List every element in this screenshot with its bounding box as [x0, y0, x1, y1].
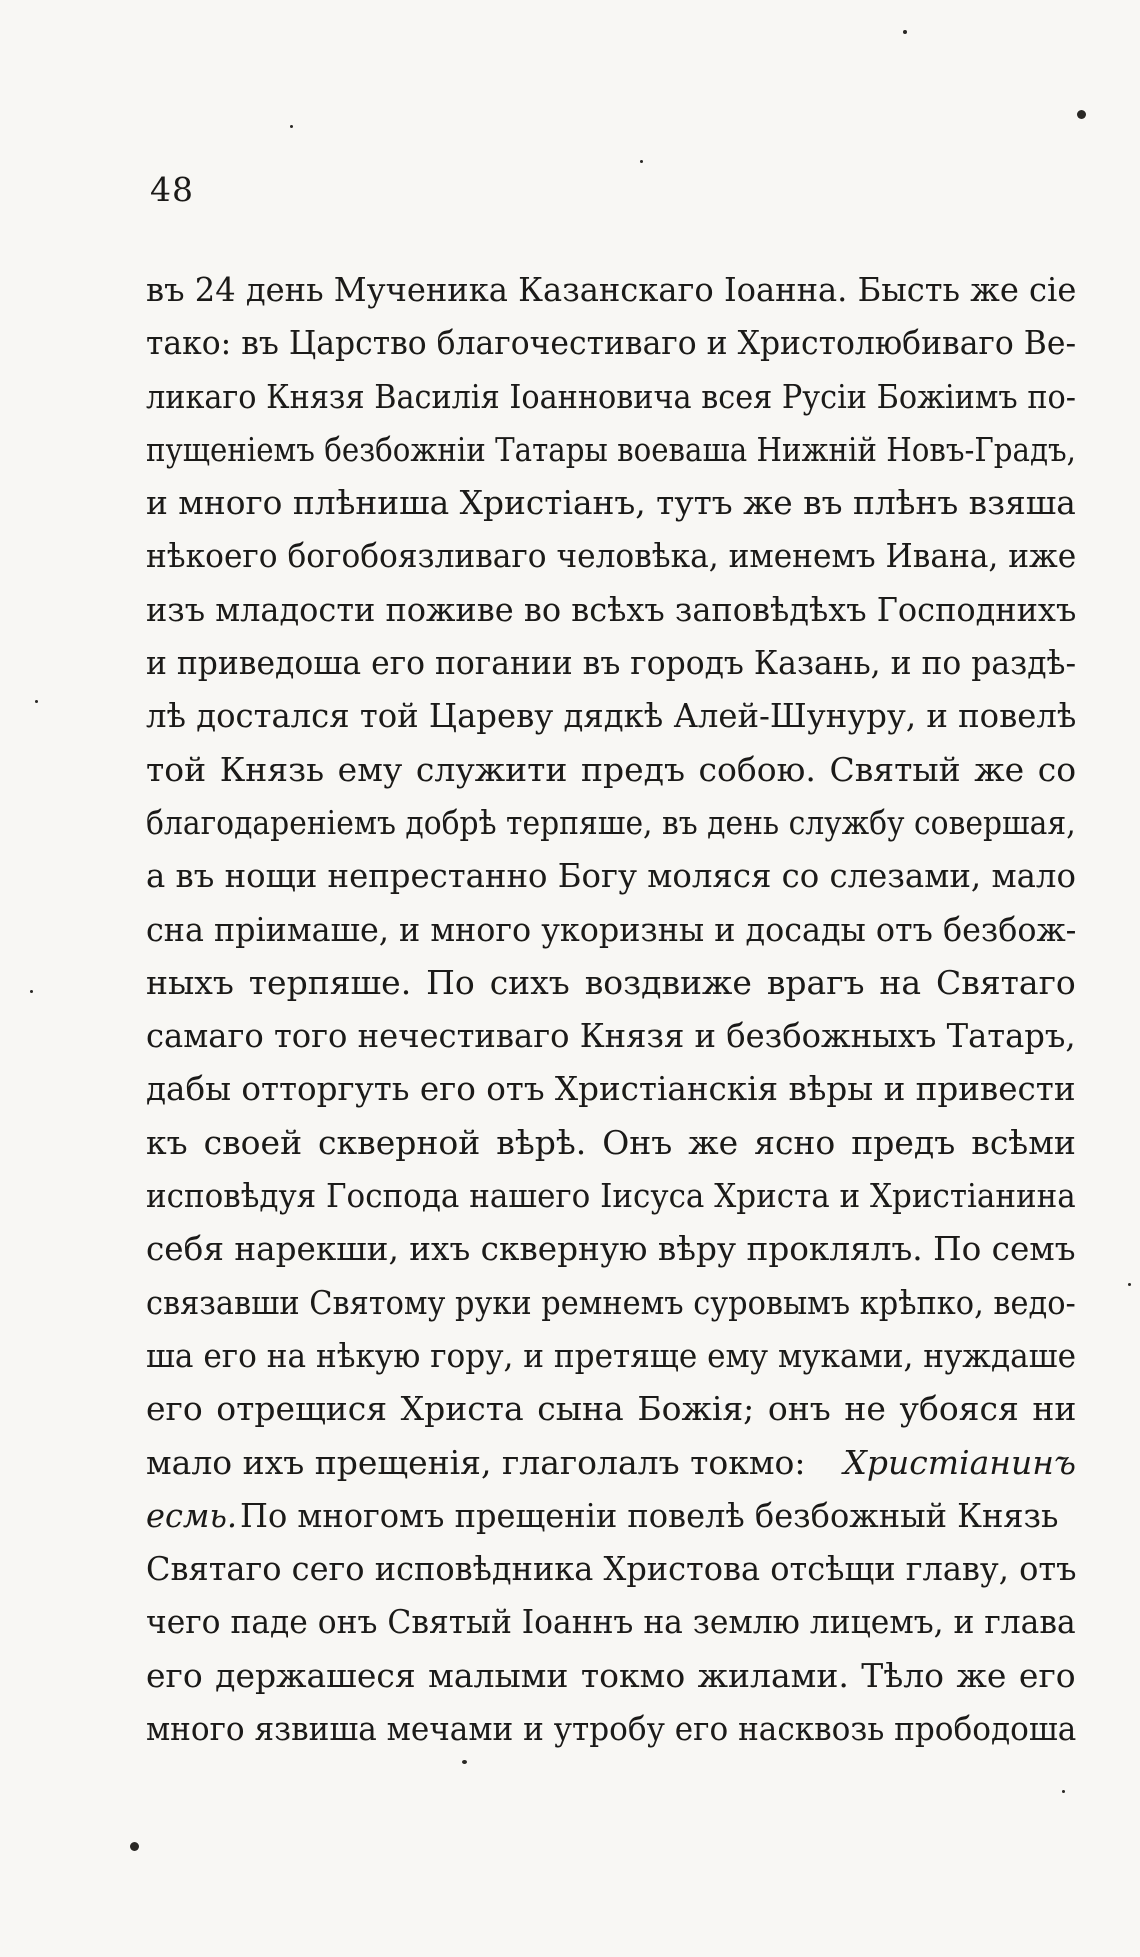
text-line: лѣ достался той Цареву дядкѣ Алей-Шунуру, и повелѣ: [146, 696, 1077, 736]
text-line: связавши Святому руки ремнемъ суровымъ крѣпко, ведо-: [146, 1282, 1076, 1322]
text-line: благодареніемъ добрѣ терпяше, въ день службу совершая,: [146, 802, 1076, 842]
page-number: 48: [150, 170, 194, 209]
text-line: ша его на нѣкую гору, и претяще ему муками, нуждаше: [146, 1335, 1077, 1375]
text-line: и приведоша его погании въ городъ Казань, и по раздѣ-: [146, 643, 1077, 683]
text-line: Святаго сего исповѣдника Христова отсѣщи главу, отъ: [146, 1549, 1077, 1589]
text-line: его отрещися Христа сына Божія; онъ не убояся ни: [146, 1389, 1077, 1429]
text-line: исповѣдуя Господа нашего Іисуса Христа и Христіанина: [146, 1176, 1076, 1216]
scan-speck: [30, 990, 33, 993]
text-line: а въ нощи непрестанно Богу моляся со слезами, мало: [146, 856, 1076, 896]
text-line: самаго того нечестиваго Князя и безбожныхъ Татаръ,: [146, 1016, 1076, 1056]
text-line: сна пріимаше, и много укоризны и досады отъ безбож-: [146, 909, 1077, 949]
text-line: изъ младости поживе во всѣхъ заповѣдѣхъ Господнихъ: [146, 589, 1077, 629]
scan-speck: [35, 700, 38, 703]
scan-speck: [290, 125, 293, 128]
text-line: той Князь ему служити предъ собою. Святый же со: [146, 749, 1077, 789]
scan-speck: [1128, 1283, 1131, 1286]
italic-quote: есмь.: [146, 1495, 238, 1535]
text-line: ликаго Князя Василія Іоанновича всея Русіи Божіимъ по-: [146, 376, 1077, 416]
scan-speck: [130, 1842, 139, 1851]
scan-speck: [640, 160, 643, 163]
text-line: въ 24 день Мученика Казанскаго Іоанна. Бысть же сіе: [146, 270, 1077, 309]
text-line: дабы отторгуть его отъ Христіанскія вѣры и привести: [146, 1069, 1076, 1109]
text-line: чего паде онъ Святый Іоаннъ на землю лицемъ, и глава: [146, 1602, 1076, 1642]
text-line: есмь. По многомъ прещеніи повелѣ безбожный Князь: [146, 1489, 1076, 1542]
text-line: къ своей скверной вѣрѣ. Онъ же ясно предъ всѣми: [146, 1122, 1076, 1162]
text-line: нѣкоего богобоязливаго человѣка, именемъ Ивана, иже: [146, 536, 1077, 576]
italic-quote: Христіанинъ: [843, 1442, 1076, 1482]
text-line: пущеніемъ безбожніи Татары воеваша Нижній Новъ-Градъ,: [146, 429, 1076, 469]
scan-speck: [903, 30, 907, 34]
text-line: и много плѣниша Христіанъ, тутъ же въ плѣнъ взяша: [146, 483, 1076, 523]
scan-speck: [1062, 1790, 1065, 1793]
scan-speck: [1077, 110, 1086, 119]
text-line: мало ихъ прещенія, глаголалъ токмо: Христіанинъ: [146, 1436, 1076, 1489]
text-line: много язвиша мечами и утробу его насквозь прободоша: [146, 1709, 1077, 1749]
text-line: тако: въ Царство благочестиваго и Христолюбиваго Ве-: [146, 323, 1077, 363]
body-text: [146, 263, 1076, 1755]
text-line: его держашеся малыми токмо жилами. Тѣло же его: [146, 1655, 1076, 1695]
text-line: ныхъ терпяше. По сихъ воздвиже врагъ на Святаго: [146, 962, 1076, 1002]
text-line: себя нарекши, ихъ скверную вѣру проклялъ. По семъ: [146, 1229, 1076, 1269]
scan-speck: [462, 1760, 467, 1764]
